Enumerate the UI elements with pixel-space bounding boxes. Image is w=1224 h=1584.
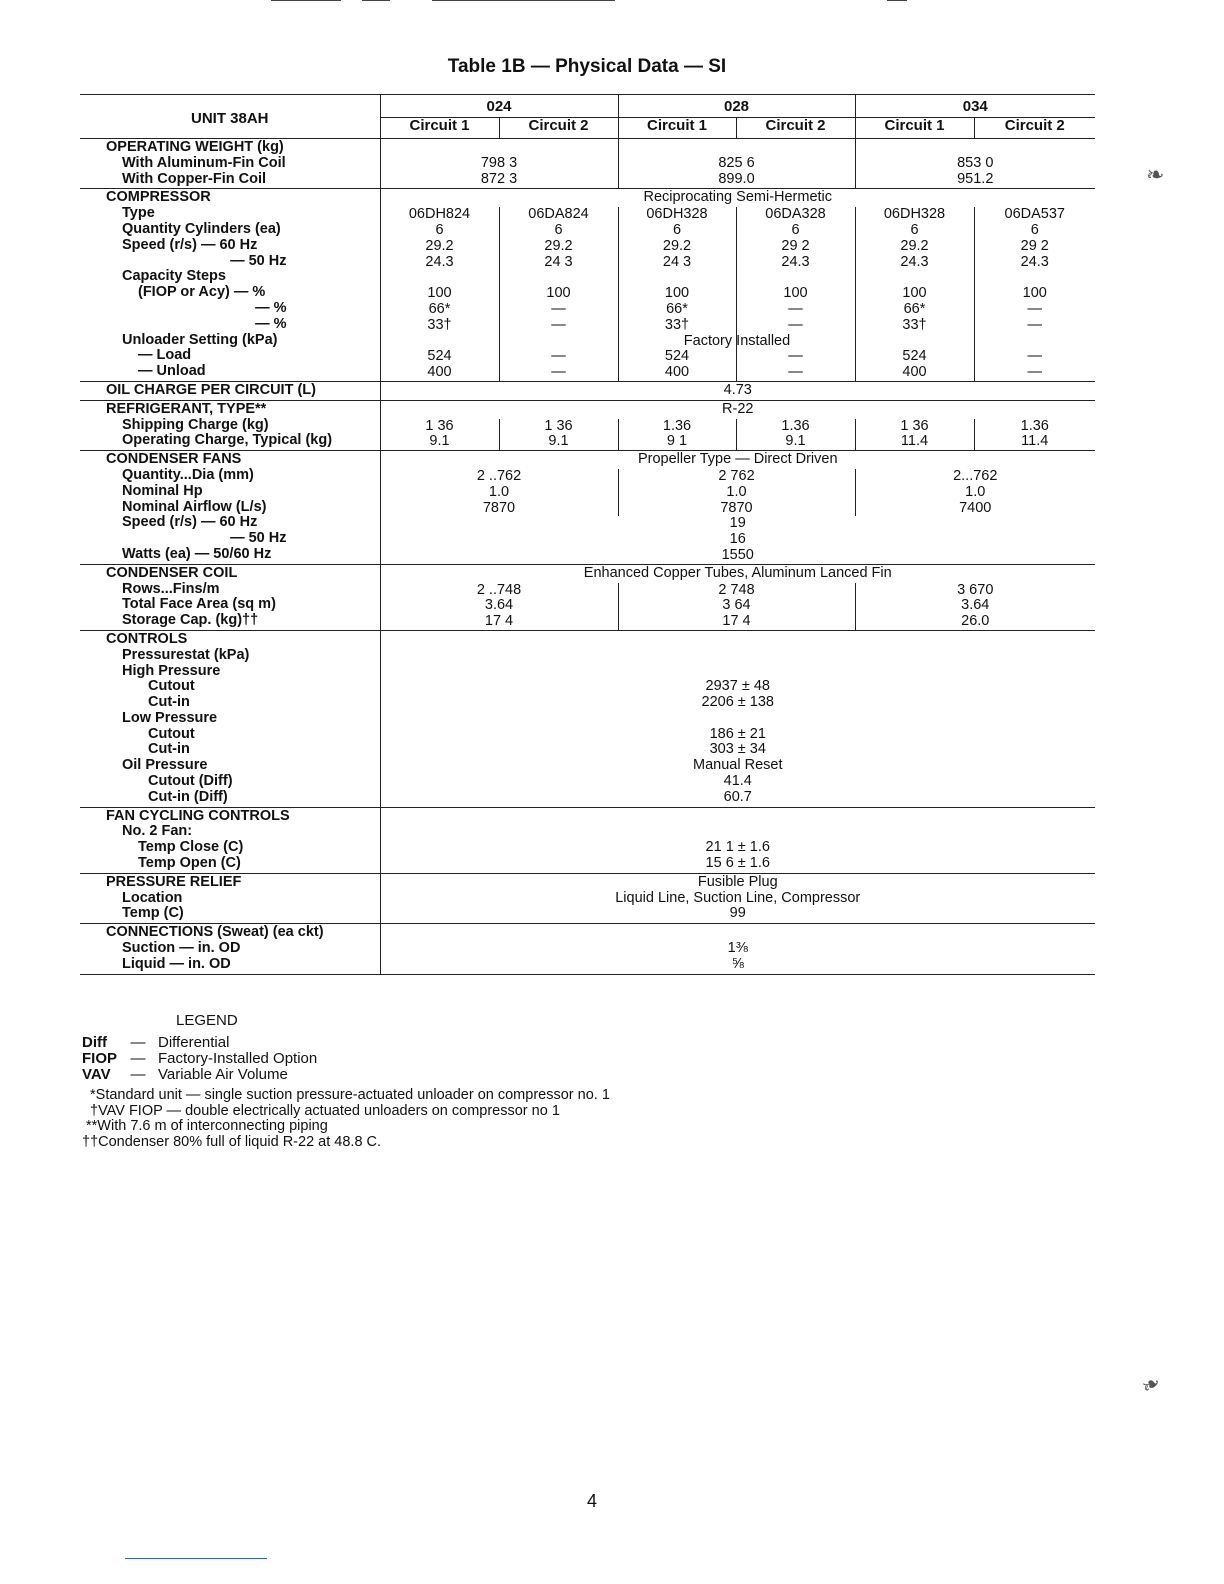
oil-cutin-label: Cut-in (Diff)	[148, 788, 228, 805]
weight-value: 825 6	[718, 154, 755, 171]
coil-storage-label: Storage Cap. (kg)††	[122, 612, 259, 629]
refrigerant-label: REFRIGERANT, TYPE**	[106, 400, 267, 417]
cap-value: 33†	[902, 316, 927, 333]
operating-weight-section	[80, 139, 1095, 189]
cutout-label: Cutout	[148, 678, 195, 695]
cap-value: 66*	[666, 300, 688, 317]
unload-value: 400	[427, 364, 452, 381]
cap-value: 100	[427, 285, 452, 302]
cutout-label: Cutout	[148, 725, 195, 742]
compressor-type: 06DA537	[1004, 206, 1065, 223]
cylinders-value: 6	[554, 221, 563, 238]
high-pressure-label: High Pressure	[122, 662, 221, 679]
speed60-value: 29 2	[781, 237, 810, 254]
speed50-value: 24.3	[781, 253, 810, 270]
circuit-header: Circuit 2	[499, 118, 618, 139]
fan-qty-value: 2 762	[718, 467, 755, 484]
refrigerant-section	[80, 400, 1095, 418]
operating-value: 9.1	[429, 433, 450, 450]
coil-rows-value: 2 748	[718, 581, 755, 598]
fan-airflow-value: 7400	[959, 499, 992, 516]
unit-header: UNIT 38AH	[80, 95, 380, 139]
compressor-col	[499, 207, 618, 381]
pressure-relief-label: PRESSURE RELIEF	[106, 873, 242, 890]
cylinders-value: 6	[435, 221, 444, 238]
fan-watts-label: Watts (ea) — 50/60 Hz	[122, 545, 272, 562]
condenser-coil-label: CONDENSER COIL	[106, 564, 238, 581]
operating-value: 9 1	[666, 433, 688, 450]
fan-qty-label: Quantity...Dia (mm)	[122, 466, 254, 483]
fan-speed50-label: — 50 Hz	[230, 530, 287, 547]
cylinders-value: 6	[791, 221, 800, 238]
condenser-fans-label: CONDENSER FANS	[106, 451, 242, 468]
temp-open-value: 15 6 ± 1.6	[705, 855, 770, 872]
scan-smudge-icon: ❧	[1146, 162, 1165, 187]
temp-close-value: 21 1 ± 1.6	[705, 839, 770, 856]
coil-face-label: Total Face Area (sq m)	[122, 596, 276, 613]
circuit-header: Circuit 2	[974, 118, 1095, 139]
weight-value: 872 3	[480, 170, 518, 187]
coil-rows-value: 2 ..748	[476, 581, 522, 598]
load-value: —	[1027, 348, 1042, 365]
margin-line	[125, 1558, 267, 1559]
compressor-section	[80, 189, 1095, 207]
cap-value: 66*	[428, 300, 451, 317]
high-cutout-value: 2937 ± 48	[705, 678, 770, 695]
shipping-value: 1.36	[781, 417, 810, 434]
speed60-value: 29.2	[662, 237, 692, 254]
model-028-header: 028	[618, 95, 855, 118]
type-label: Type	[122, 205, 155, 222]
fiop-label: (FIOP or Acy) — %	[138, 284, 266, 301]
location-value: Liquid Line, Suction Line, Compressor	[615, 889, 861, 906]
legend-item	[82, 1051, 317, 1067]
condenser-coil-section	[80, 564, 1095, 582]
unload-value: 400	[664, 364, 690, 381]
cap-value: —	[788, 300, 803, 317]
fan-airflow-value: 7870	[720, 499, 753, 516]
weight-value: 951.2	[957, 170, 994, 187]
liquid-label: Liquid — in. OD	[122, 955, 231, 972]
fan-speed60-value: 19	[729, 515, 746, 532]
speed60-label: Speed (r/s) — 60 Hz	[122, 236, 258, 253]
oil-cutout-label: Cutout (Diff)	[148, 773, 233, 790]
cap-value: 100	[902, 285, 927, 302]
fan2-label: No. 2 Fan:	[122, 823, 193, 840]
fan-hp-label: Nominal Hp	[122, 482, 203, 499]
controls-label: CONTROLS	[106, 630, 188, 647]
page-number: 4	[586, 1491, 597, 1511]
shipping-value: 1.36	[662, 417, 692, 434]
compressor-col	[974, 207, 1095, 381]
compressor-col	[380, 207, 499, 381]
compressor-type: 06DA824	[528, 206, 589, 223]
circuit-header: Circuit 1	[855, 118, 974, 139]
suction-label: Suction — in. OD	[122, 940, 241, 957]
fan-speed50-value: 16	[729, 531, 746, 548]
fan-airflow-label: Nominal Airflow (L/s)	[122, 498, 267, 515]
location-label: Location	[122, 889, 183, 906]
connections-section	[80, 924, 1095, 974]
fan-type: Propeller Type — Direct Driven	[380, 451, 1095, 469]
cap-value: —	[1027, 300, 1042, 317]
cap-value: 100	[1022, 285, 1047, 302]
compressor-label: COMPRESSOR	[106, 189, 211, 206]
operating-value: 11.4	[1021, 433, 1049, 450]
fan-qty-value: 2...762	[953, 467, 998, 484]
cap-value: 100	[664, 285, 690, 302]
scan-smudge-icon: ❧	[1136, 1369, 1166, 1401]
low-cutin-value: 303 ± 34	[709, 741, 766, 758]
fan-hp-value: 1.0	[488, 483, 510, 500]
compressor-banner: Reciprocating Semi-Hermetic	[380, 189, 1095, 207]
legend-text: Variable Air Volume	[158, 1066, 288, 1083]
low-pressure-label: Low Pressure	[122, 709, 218, 726]
unloader-label: Unloader Setting (kPa)	[122, 331, 278, 348]
cylinders-value: 6	[910, 221, 919, 238]
oil-reset-value: Manual Reset	[693, 757, 783, 774]
high-cutin-value: 2206 ± 138	[701, 694, 774, 711]
speed60-value: 29.2	[425, 237, 454, 254]
weight-value: 798 3	[480, 154, 518, 171]
operating-charge-label: Operating Charge, Typical (kg)	[122, 432, 333, 449]
footnote: †VAV FIOP — double electrically actuated unloaders on compressor no 1	[90, 1102, 560, 1119]
cylinders-value: 6	[1030, 221, 1039, 238]
operating-value: 11.4	[900, 433, 929, 450]
temp-close-label: Temp Close (C)	[138, 839, 244, 856]
capacity-steps-label: Capacity Steps	[122, 268, 226, 285]
compressor-col	[736, 207, 855, 381]
coil-face-value: 3.64	[484, 597, 514, 614]
shipping-charge-label: Shipping Charge (kg)	[122, 416, 269, 433]
compressor-type: 06DH328	[883, 206, 946, 223]
fan-cycling-section	[80, 807, 1095, 873]
fan-hp-value: 1.0	[965, 483, 986, 500]
scan-artifact-line	[271, 0, 341, 1]
cutin-label: Cut-in	[148, 694, 190, 711]
speed60-value: 29 2	[1020, 237, 1049, 254]
legend-list	[82, 1035, 317, 1083]
physical-data-table	[80, 94, 1095, 975]
table-title: Table 1B — Physical Data — SI	[447, 56, 727, 77]
scan-artifact-line	[887, 0, 907, 1]
cap-value: —	[788, 316, 803, 333]
legend-item	[82, 1035, 317, 1051]
circuit-header: Circuit 1	[618, 118, 736, 139]
legend-title: LEGEND	[176, 1012, 238, 1029]
cap-value: 100	[546, 285, 571, 302]
scan-artifact-line	[432, 0, 615, 1]
unload-value: —	[788, 364, 803, 381]
unload-value: —	[551, 364, 566, 381]
load-value: 524	[427, 348, 452, 365]
shipping-value: 1 36	[900, 417, 929, 434]
shipping-value: 1 36	[425, 417, 454, 434]
fan-cycling-label: FAN CYCLING CONTROLS	[106, 807, 290, 824]
load-value: —	[788, 348, 803, 365]
cutin-label: Cut-in	[148, 741, 190, 758]
legend-dash: —	[130, 1066, 146, 1083]
speed50-value: 24.3	[900, 253, 929, 270]
legend-dash: —	[130, 1034, 146, 1051]
footnote: *Standard unit — single suction pressure-actuated unloader on compressor no. 1	[90, 1087, 610, 1103]
scan-artifact-line	[362, 0, 390, 1]
model-034-header: 034	[855, 95, 1095, 118]
footnote: ††Condenser 80% full of liquid R-22 at 48.8 C.	[82, 1133, 382, 1150]
cap-value: 100	[783, 285, 808, 302]
compressor-col	[855, 207, 974, 381]
speed50-value: 24 3	[662, 253, 692, 270]
liquid-value: ⅝	[731, 955, 744, 972]
condenser-fans-section	[80, 451, 1095, 469]
pct-label: — %	[255, 299, 287, 316]
model-024-header: 024	[380, 95, 618, 118]
connections-label: CONNECTIONS (Sweat) (ea ckt)	[106, 924, 324, 941]
coil-face-value: 3.64	[961, 597, 990, 614]
unloader-banner: Factory Installed	[683, 332, 791, 349]
suction-value: 1⅜	[727, 940, 748, 957]
shipping-value: 1 36	[544, 417, 573, 434]
coil-storage-value: 26.0	[961, 613, 990, 630]
unload-label: — Unload	[138, 363, 206, 380]
speed50-value: 24 3	[544, 253, 573, 270]
operating-value: 9.1	[785, 433, 806, 450]
legend-abbr: Diff	[82, 1034, 107, 1051]
coil-type: Enhanced Copper Tubes, Aluminum Lanced Fin	[380, 564, 1095, 582]
load-label: — Load	[138, 347, 192, 364]
cap-value: —	[551, 316, 566, 333]
low-cutout-value: 186 ± 21	[709, 725, 766, 742]
speed60-value: 29.2	[544, 237, 573, 254]
oil-charge-section	[80, 381, 1095, 400]
cap-value: 33†	[664, 316, 690, 333]
oil-charge-value: 4.73	[380, 381, 1095, 400]
legend-text: Factory-Installed Option	[158, 1050, 318, 1067]
cylinders-label: Quantity Cylinders (ea)	[122, 220, 281, 237]
coil-storage-value: 17 4	[484, 613, 514, 630]
load-value: 524	[902, 348, 927, 365]
pressurestat-label: Pressurestat (kPa)	[122, 646, 250, 663]
speed60-value: 29.2	[900, 237, 929, 254]
coil-rows-value: 3 670	[957, 581, 994, 598]
shipping-value: 1.36	[1020, 417, 1049, 434]
coil-storage-value: 17 4	[722, 613, 751, 630]
cap-value: 33†	[427, 316, 452, 333]
compressor-type: 06DH824	[408, 206, 471, 223]
speed50-value: 24.3	[425, 253, 454, 270]
cap-value: —	[551, 300, 566, 317]
compressor-type: 06DA328	[765, 206, 826, 223]
footnote: **With 7.6 m of interconnecting piping	[86, 1118, 328, 1135]
oil-cutin-value: 60.7	[723, 788, 752, 805]
pressure-relief-section	[80, 873, 1095, 923]
legend-abbr: VAV	[82, 1066, 111, 1083]
legend-text: Differential	[158, 1034, 230, 1051]
relief-temp-label: Temp (C)	[122, 905, 184, 922]
speed50-value: 24.3	[1020, 253, 1049, 270]
operating-weight-label: OPERATING WEIGHT (kg)	[106, 139, 284, 155]
compressor-type: 06DH328	[646, 206, 708, 223]
temp-open-label: Temp Open (C)	[138, 855, 241, 872]
cap-value: 66*	[903, 300, 926, 317]
unload-value: —	[1027, 364, 1042, 381]
fan-hp-value: 1.0	[726, 483, 747, 500]
load-value: 524	[664, 348, 690, 365]
oil-charge-label: OIL CHARGE PER CIRCUIT (L)	[80, 381, 380, 400]
weight-value: 899.0	[718, 170, 755, 187]
coil-rows-label: Rows...Fins/m	[122, 580, 220, 597]
legend-item	[82, 1067, 317, 1083]
circuit-header: Circuit 2	[736, 118, 855, 139]
relief-type-value: Fusible Plug	[697, 873, 778, 890]
cap-value: —	[1027, 316, 1042, 333]
refrigerant-type: R-22	[380, 400, 1095, 418]
coil-face-value: 3 64	[722, 597, 751, 614]
legend-abbr: FIOP	[82, 1050, 118, 1067]
oil-pressure-label: Oil Pressure	[122, 757, 208, 774]
aluminum-fin-label: With Aluminum-Fin Coil	[122, 154, 286, 171]
unload-value: 400	[902, 364, 927, 381]
copper-fin-label: With Copper-Fin Coil	[122, 170, 267, 187]
controls-section	[80, 630, 1095, 807]
circuit-header: Circuit 1	[380, 118, 499, 139]
fan-watts-value: 1550	[721, 546, 754, 563]
compressor-col	[618, 206, 791, 381]
cylinders-value: 6	[672, 221, 682, 238]
operating-value: 9.1	[548, 433, 569, 450]
fan-speed60-label: Speed (r/s) — 60 Hz	[122, 514, 258, 531]
pct-label: — %	[255, 315, 287, 332]
footnotes	[82, 1088, 610, 1150]
relief-temp-value: 99	[729, 905, 746, 922]
legend-dash: —	[130, 1050, 146, 1067]
fan-qty-value: 2 ..762	[476, 467, 522, 484]
oil-cutout-value: 41.4	[723, 773, 752, 790]
weight-value: 853 0	[957, 154, 994, 171]
fan-airflow-value: 7870	[482, 499, 516, 516]
load-value: —	[551, 348, 566, 365]
speed50-label: — 50 Hz	[230, 252, 287, 269]
